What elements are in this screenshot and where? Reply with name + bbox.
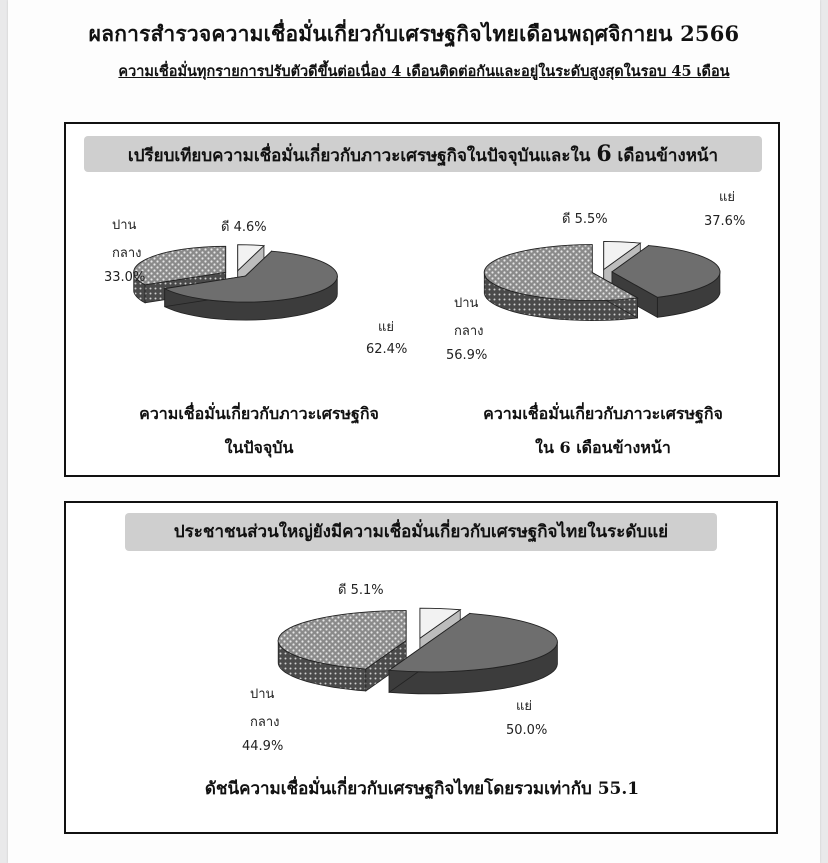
bad-label-name: แย่ [378, 320, 394, 335]
overall-bad-label-name: แย่ [516, 699, 532, 714]
banner-number: 6 [596, 141, 612, 167]
page-title: ผลการสำรวจความเชื่อมั่นเกี่ยวกับเศรษฐกิจไทยเดือนพฤศจิกายน 2566 [88, 21, 740, 46]
bad-label-value: 62.4% [366, 342, 408, 357]
future-good-label-name: ดี [562, 212, 571, 227]
future-mid-label-name-2: กลาง [454, 324, 484, 339]
future-bad-label-name: แย่ [719, 190, 735, 205]
banner-text-pre: เปรียบเทียบความเชื่อมั่นเกี่ยวกับภาวะเศรษฐกิจในปัจจุบันและใน [127, 146, 597, 166]
future-caption-line2: ใน 6 เดือนข้างหน้า [535, 438, 671, 457]
good-label-value: 4.6% [233, 220, 267, 235]
comparison-panel [64, 122, 780, 477]
overall-banner: ประชาชนส่วนใหญ่ยังมีความเชื่อมั่นเกี่ยวกับเศรษฐกิจไทยในระดับแย่ [125, 513, 717, 551]
page-subtitle: ความเชื่อมั่นทุกรายการปรับตัวดีขึ้นต่อเนื่อง 4 เดือนติดต่อกันและอยู่ในระดับสูงสุดในรอบ 45 เดือน [118, 63, 730, 80]
overall-panel [64, 501, 778, 834]
banner-text-post: เดือนข้างหน้า [611, 146, 719, 166]
future-caption-line1: ความเชื่อมั่นเกี่ยวกับภาวะเศรษฐกิจ [483, 404, 723, 423]
overall-good-label [338, 579, 384, 600]
future-mid-label-name-1: ปาน [454, 296, 479, 311]
future-good-label [562, 208, 608, 229]
pie-chart-future [482, 232, 722, 352]
good-label-name: ดี [221, 220, 230, 235]
current-caption-line1: ความเชื่อมั่นเกี่ยวกับภาวะเศรษฐกิจ [139, 404, 379, 423]
future-bad-label-value: 37.6% [704, 214, 746, 229]
overall-mid-label-name-1: ปาน [250, 687, 275, 702]
future-good-label-value: 5.5% [574, 212, 608, 227]
future-mid-label-value: 56.9% [446, 348, 488, 363]
pie-chart-current [138, 236, 338, 346]
overall-good-label-name: ดี [338, 583, 347, 598]
current-caption-line2: ในปัจจุบัน [224, 438, 294, 457]
overall-good-label-value: 5.1% [350, 583, 384, 598]
mid-label-name-1: ปาน [112, 218, 137, 233]
overall-mid-label-value: 44.9% [242, 739, 284, 754]
overall-bad-label-value: 50.0% [506, 723, 548, 738]
comparison-banner [84, 136, 762, 172]
mid-label-value: 33.0% [104, 270, 146, 285]
mid-label-name-2: กลาง [112, 246, 142, 261]
overall-index-caption: ดัชนีความเชื่อมั่นเกี่ยวกับเศรษฐกิจไทยโดยรวมเท่ากับ 55.1 [204, 779, 640, 799]
overall-mid-label-name-2: กลาง [250, 715, 280, 730]
good-label [221, 216, 267, 237]
